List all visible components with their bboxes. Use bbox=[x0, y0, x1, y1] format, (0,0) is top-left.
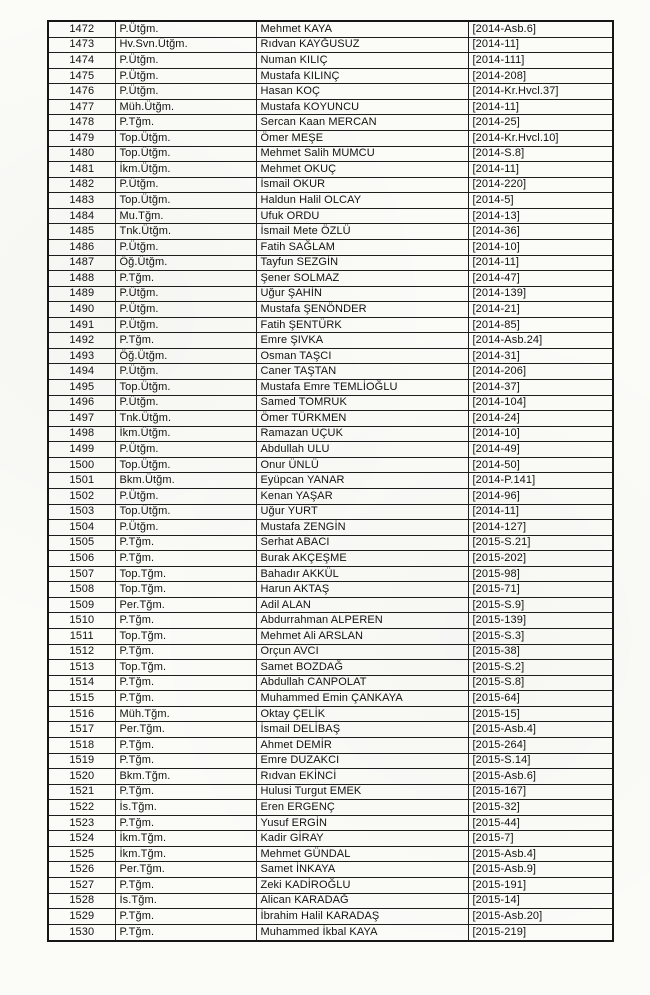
table-row bbox=[48, 737, 613, 753]
table-row bbox=[48, 333, 613, 349]
cell-code: [2014-10] bbox=[468, 239, 613, 255]
cell-name: Mustafa Emre TEMLİOĞLU bbox=[256, 380, 468, 396]
table-row bbox=[48, 131, 613, 147]
cell-rank: Top.Tğm. bbox=[115, 582, 256, 598]
cell-number: 1485 bbox=[48, 224, 115, 240]
cell-rank: Per.Tğm. bbox=[115, 597, 256, 613]
cell-rank: P.Ütğm. bbox=[115, 53, 256, 69]
cell-number: 1529 bbox=[48, 909, 115, 925]
cell-name: Tayfun SEZGİN bbox=[256, 255, 468, 271]
cell-rank: P.Tğm. bbox=[115, 675, 256, 691]
cell-name: Kadir GİRAY bbox=[256, 831, 468, 847]
cell-number: 1476 bbox=[48, 84, 115, 100]
table-row bbox=[48, 177, 613, 193]
table-row bbox=[48, 380, 613, 396]
cell-rank: P.Tğm. bbox=[115, 271, 256, 287]
table-row bbox=[48, 831, 613, 847]
cell-number: 1494 bbox=[48, 364, 115, 380]
table-row bbox=[48, 504, 613, 520]
cell-name: Mustafa KOYUNCU bbox=[256, 99, 468, 115]
table-row bbox=[48, 924, 613, 941]
cell-rank: P.Ütğm. bbox=[115, 84, 256, 100]
table-row bbox=[48, 815, 613, 831]
cell-rank: P.Tğm. bbox=[115, 784, 256, 800]
cell-rank: P.Tğm. bbox=[115, 333, 256, 349]
cell-rank: İkm.Ütğm. bbox=[115, 162, 256, 178]
table-row bbox=[48, 473, 613, 489]
cell-rank: P.Tğm. bbox=[115, 691, 256, 707]
cell-name: Mehmet Salih MUMCU bbox=[256, 146, 468, 162]
cell-code: [2015-S.21] bbox=[468, 535, 613, 551]
cell-code: [2015-202] bbox=[468, 551, 613, 567]
cell-number: 1503 bbox=[48, 504, 115, 520]
cell-name: Samed TOMRUK bbox=[256, 395, 468, 411]
table-row bbox=[48, 893, 613, 909]
cell-number: 1497 bbox=[48, 411, 115, 427]
table-row bbox=[48, 551, 613, 567]
cell-code: [2014-11] bbox=[468, 37, 613, 53]
table-row bbox=[48, 21, 613, 37]
cell-name: Eyüpcan YANAR bbox=[256, 473, 468, 489]
cell-number: 1527 bbox=[48, 878, 115, 894]
cell-rank: Top.Ütğm. bbox=[115, 504, 256, 520]
cell-rank: P.Ütğm. bbox=[115, 177, 256, 193]
table-row bbox=[48, 488, 613, 504]
table-row bbox=[48, 193, 613, 209]
cell-code: [2015-7] bbox=[468, 831, 613, 847]
cell-rank: P.Ütğm. bbox=[115, 302, 256, 318]
cell-code: [2014-25] bbox=[468, 115, 613, 131]
cell-code: [2014-11] bbox=[468, 162, 613, 178]
cell-name: Samet İNKAYA bbox=[256, 862, 468, 878]
cell-number: 1498 bbox=[48, 426, 115, 442]
cell-code: [2015-191] bbox=[468, 878, 613, 894]
cell-rank: İs.Tğm. bbox=[115, 893, 256, 909]
table-row bbox=[48, 769, 613, 785]
cell-code: [2015-Asb.4] bbox=[468, 846, 613, 862]
table-row bbox=[48, 675, 613, 691]
table-row bbox=[48, 457, 613, 473]
cell-code: [2014-P.141] bbox=[468, 473, 613, 489]
cell-name: Rıdvan KAYĞUSUZ bbox=[256, 37, 468, 53]
cell-number: 1516 bbox=[48, 706, 115, 722]
cell-code: [2014-104] bbox=[468, 395, 613, 411]
cell-rank: P.Tğm. bbox=[115, 644, 256, 660]
table-row bbox=[48, 37, 613, 53]
cell-rank: Top.Tğm. bbox=[115, 660, 256, 676]
table-row bbox=[48, 862, 613, 878]
cell-rank: P.Tğm. bbox=[115, 613, 256, 629]
cell-number: 1487 bbox=[48, 255, 115, 271]
cell-number: 1492 bbox=[48, 333, 115, 349]
cell-number: 1473 bbox=[48, 37, 115, 53]
cell-number: 1481 bbox=[48, 162, 115, 178]
table-row bbox=[48, 146, 613, 162]
table-row bbox=[48, 115, 613, 131]
table-row bbox=[48, 286, 613, 302]
cell-name: Orçun AVCI bbox=[256, 644, 468, 660]
cell-rank: P.Ütğm. bbox=[115, 21, 256, 37]
cell-code: [2014-10] bbox=[468, 426, 613, 442]
cell-number: 1489 bbox=[48, 286, 115, 302]
cell-number: 1512 bbox=[48, 644, 115, 660]
cell-number: 1495 bbox=[48, 380, 115, 396]
cell-code: [2015-64] bbox=[468, 691, 613, 707]
cell-code: [2014-13] bbox=[468, 208, 613, 224]
cell-code: [2014-24] bbox=[468, 411, 613, 427]
table-row bbox=[48, 520, 613, 536]
cell-name: İbrahim Halil KARADAŞ bbox=[256, 909, 468, 925]
cell-rank: İs.Tğm. bbox=[115, 800, 256, 816]
cell-number: 1508 bbox=[48, 582, 115, 598]
cell-rank: P.Ütğm. bbox=[115, 395, 256, 411]
cell-name: Muhammed İkbal KAYA bbox=[256, 924, 468, 941]
cell-code: [2014-Kr.Hvcl.10] bbox=[468, 131, 613, 147]
cell-code: [2014-11] bbox=[468, 99, 613, 115]
cell-code: [2015-14] bbox=[468, 893, 613, 909]
cell-rank: P.Tğm. bbox=[115, 115, 256, 131]
table-row bbox=[48, 706, 613, 722]
cell-name: İsmail Mete ÖZLÜ bbox=[256, 224, 468, 240]
table-row bbox=[48, 753, 613, 769]
cell-name: Mehmet GÜNDAL bbox=[256, 846, 468, 862]
cell-name: Uğur ŞAHİN bbox=[256, 286, 468, 302]
table-row bbox=[48, 784, 613, 800]
table-row bbox=[48, 800, 613, 816]
cell-name: Uğur YURT bbox=[256, 504, 468, 520]
cell-code: [2015-38] bbox=[468, 644, 613, 660]
cell-rank: P.Tğm. bbox=[115, 909, 256, 925]
cell-number: 1496 bbox=[48, 395, 115, 411]
cell-name: Bahadır AKKÜL bbox=[256, 566, 468, 582]
cell-code: [2015-Asb.4] bbox=[468, 722, 613, 738]
cell-number: 1483 bbox=[48, 193, 115, 209]
cell-number: 1522 bbox=[48, 800, 115, 816]
table-row bbox=[48, 317, 613, 333]
cell-number: 1505 bbox=[48, 535, 115, 551]
cell-rank: P.Tğm. bbox=[115, 924, 256, 941]
table-row bbox=[48, 99, 613, 115]
cell-code: [2015-167] bbox=[468, 784, 613, 800]
cell-number: 1499 bbox=[48, 442, 115, 458]
cell-name: Mehmet OKUÇ bbox=[256, 162, 468, 178]
table-row bbox=[48, 395, 613, 411]
cell-code: [2015-264] bbox=[468, 737, 613, 753]
cell-code: [2015-S.3] bbox=[468, 629, 613, 645]
cell-name: Emre DUZAKCI bbox=[256, 753, 468, 769]
cell-number: 1526 bbox=[48, 862, 115, 878]
cell-rank: P.Ütğm. bbox=[115, 286, 256, 302]
cell-rank: Öğ.Ütğm. bbox=[115, 255, 256, 271]
cell-code: [2014-S.8] bbox=[468, 146, 613, 162]
table-row bbox=[48, 691, 613, 707]
cell-number: 1488 bbox=[48, 271, 115, 287]
cell-rank: Müh.Tğm. bbox=[115, 706, 256, 722]
table-row bbox=[48, 878, 613, 894]
cell-code: [2014-5] bbox=[468, 193, 613, 209]
cell-number: 1479 bbox=[48, 131, 115, 147]
table-row bbox=[48, 660, 613, 676]
cell-number: 1472 bbox=[48, 21, 115, 37]
cell-name: Ahmet DEMİR bbox=[256, 737, 468, 753]
cell-code: [2014-127] bbox=[468, 520, 613, 536]
cell-name: Zeki KADİROĞLU bbox=[256, 878, 468, 894]
cell-name: Emre ŞIVKA bbox=[256, 333, 468, 349]
cell-name: Numan KILIÇ bbox=[256, 53, 468, 69]
cell-rank: İkm.Ütğm. bbox=[115, 426, 256, 442]
cell-number: 1520 bbox=[48, 769, 115, 785]
cell-rank: Per.Tğm. bbox=[115, 862, 256, 878]
cell-rank: P.Ütğm. bbox=[115, 317, 256, 333]
cell-number: 1506 bbox=[48, 551, 115, 567]
cell-number: 1513 bbox=[48, 660, 115, 676]
cell-name: Mustafa ZENGİN bbox=[256, 520, 468, 536]
cell-code: [2014-50] bbox=[468, 457, 613, 473]
cell-rank: Per.Tğm. bbox=[115, 722, 256, 738]
cell-code: [2014-47] bbox=[468, 271, 613, 287]
cell-rank: P.Tğm. bbox=[115, 878, 256, 894]
cell-rank: Top.Ütğm. bbox=[115, 380, 256, 396]
cell-number: 1477 bbox=[48, 99, 115, 115]
table-row bbox=[48, 909, 613, 925]
cell-name: Abdullah ULU bbox=[256, 442, 468, 458]
cell-number: 1490 bbox=[48, 302, 115, 318]
personnel-table-body bbox=[48, 21, 613, 941]
cell-name: Serhat ABACI bbox=[256, 535, 468, 551]
cell-name: Hasan KOÇ bbox=[256, 84, 468, 100]
cell-number: 1518 bbox=[48, 737, 115, 753]
table-row bbox=[48, 566, 613, 582]
table-row bbox=[48, 597, 613, 613]
cell-number: 1482 bbox=[48, 177, 115, 193]
cell-number: 1484 bbox=[48, 208, 115, 224]
cell-name: Sercan Kaan MERCAN bbox=[256, 115, 468, 131]
cell-code: [2014-49] bbox=[468, 442, 613, 458]
cell-rank: P.Ütğm. bbox=[115, 364, 256, 380]
cell-rank: İkm.Tğm. bbox=[115, 831, 256, 847]
cell-name: Ömer MEŞE bbox=[256, 131, 468, 147]
cell-rank: Top.Ütğm. bbox=[115, 193, 256, 209]
cell-name: Onur ÜNLÜ bbox=[256, 457, 468, 473]
cell-rank: Tnk.Ütğm. bbox=[115, 224, 256, 240]
table-row bbox=[48, 271, 613, 287]
cell-name: Rıdvan EKİNCİ bbox=[256, 769, 468, 785]
cell-number: 1511 bbox=[48, 629, 115, 645]
cell-name: Haldun Halil OLCAY bbox=[256, 193, 468, 209]
cell-name: Ramazan UÇUK bbox=[256, 426, 468, 442]
table-row bbox=[48, 224, 613, 240]
cell-code: [2014-21] bbox=[468, 302, 613, 318]
table-row bbox=[48, 84, 613, 100]
cell-code: [2014-Asb.24] bbox=[468, 333, 613, 349]
cell-rank: P.Ütğm. bbox=[115, 488, 256, 504]
table-row bbox=[48, 644, 613, 660]
cell-number: 1507 bbox=[48, 566, 115, 582]
cell-number: 1515 bbox=[48, 691, 115, 707]
table-row bbox=[48, 364, 613, 380]
cell-code: [2015-S.8] bbox=[468, 675, 613, 691]
cell-rank: P.Ütğm. bbox=[115, 68, 256, 84]
table-row bbox=[48, 442, 613, 458]
cell-name: Fatih SAĞLAM bbox=[256, 239, 468, 255]
cell-rank: P.Tğm. bbox=[115, 551, 256, 567]
cell-rank: P.Tğm. bbox=[115, 753, 256, 769]
cell-name: Caner TAŞTAN bbox=[256, 364, 468, 380]
cell-code: [2014-139] bbox=[468, 286, 613, 302]
cell-code: [2015-71] bbox=[468, 582, 613, 598]
table-row bbox=[48, 348, 613, 364]
cell-name: Mehmet KAYA bbox=[256, 21, 468, 37]
cell-name: Muhammed Emin ÇANKAYA bbox=[256, 691, 468, 707]
cell-code: [2015-Asb.20] bbox=[468, 909, 613, 925]
cell-rank: P.Ütğm. bbox=[115, 442, 256, 458]
cell-name: Abdurrahman ALPEREN bbox=[256, 613, 468, 629]
cell-rank: Tnk.Ütğm. bbox=[115, 411, 256, 427]
cell-code: [2014-208] bbox=[468, 68, 613, 84]
cell-number: 1509 bbox=[48, 597, 115, 613]
table-row bbox=[48, 255, 613, 271]
cell-rank: Öğ.Ütğm. bbox=[115, 348, 256, 364]
cell-number: 1478 bbox=[48, 115, 115, 131]
cell-code: [2014-111] bbox=[468, 53, 613, 69]
table-row bbox=[48, 629, 613, 645]
cell-name: Adil ALAN bbox=[256, 597, 468, 613]
cell-number: 1500 bbox=[48, 457, 115, 473]
table-row bbox=[48, 846, 613, 862]
table-row bbox=[48, 582, 613, 598]
cell-name: Eren ERGENÇ bbox=[256, 800, 468, 816]
cell-code: [2015-139] bbox=[468, 613, 613, 629]
cell-number: 1530 bbox=[48, 924, 115, 941]
cell-rank: Müh.Ütğm. bbox=[115, 99, 256, 115]
cell-rank: Top.Ütğm. bbox=[115, 146, 256, 162]
cell-code: [2015-S.14] bbox=[468, 753, 613, 769]
cell-rank: Mu.Tğm. bbox=[115, 208, 256, 224]
cell-number: 1519 bbox=[48, 753, 115, 769]
cell-rank: P.Ütğm. bbox=[115, 520, 256, 536]
cell-number: 1524 bbox=[48, 831, 115, 847]
cell-name: Harun AKTAŞ bbox=[256, 582, 468, 598]
cell-number: 1528 bbox=[48, 893, 115, 909]
cell-number: 1525 bbox=[48, 846, 115, 862]
cell-code: [2014-96] bbox=[468, 488, 613, 504]
cell-number: 1510 bbox=[48, 613, 115, 629]
cell-number: 1501 bbox=[48, 473, 115, 489]
cell-name: Oktay ÇELİK bbox=[256, 706, 468, 722]
cell-code: [2015-Asb.6] bbox=[468, 769, 613, 785]
table-row bbox=[48, 68, 613, 84]
cell-name: Alican KARADAĞ bbox=[256, 893, 468, 909]
table-row bbox=[48, 613, 613, 629]
cell-name: Ömer TÜRKMEN bbox=[256, 411, 468, 427]
cell-rank: P.Tğm. bbox=[115, 815, 256, 831]
cell-number: 1474 bbox=[48, 53, 115, 69]
table-row bbox=[48, 53, 613, 69]
cell-name: Yusuf ERGİN bbox=[256, 815, 468, 831]
table-row bbox=[48, 426, 613, 442]
cell-code: [2014-85] bbox=[468, 317, 613, 333]
cell-code: [2015-32] bbox=[468, 800, 613, 816]
cell-code: [2014-Kr.Hvcl.37] bbox=[468, 84, 613, 100]
cell-rank: Top.Tğm. bbox=[115, 566, 256, 582]
cell-number: 1514 bbox=[48, 675, 115, 691]
cell-number: 1480 bbox=[48, 146, 115, 162]
table-row bbox=[48, 162, 613, 178]
cell-name: Abdullah CANPOLAT bbox=[256, 675, 468, 691]
cell-name: Mehmet Ali ARSLAN bbox=[256, 629, 468, 645]
cell-code: [2015-44] bbox=[468, 815, 613, 831]
cell-rank: Top.Ütğm. bbox=[115, 131, 256, 147]
cell-name: Mustafa ŞENÖNDER bbox=[256, 302, 468, 318]
cell-code: [2014-220] bbox=[468, 177, 613, 193]
table-row bbox=[48, 722, 613, 738]
cell-name: Şener SOLMAZ bbox=[256, 271, 468, 287]
cell-code: [2014-11] bbox=[468, 255, 613, 271]
cell-number: 1491 bbox=[48, 317, 115, 333]
cell-name: Burak AKÇEŞME bbox=[256, 551, 468, 567]
cell-number: 1523 bbox=[48, 815, 115, 831]
cell-code: [2015-98] bbox=[468, 566, 613, 582]
cell-name: İsmail OKUR bbox=[256, 177, 468, 193]
cell-number: 1517 bbox=[48, 722, 115, 738]
cell-code: [2014-11] bbox=[468, 504, 613, 520]
table-row bbox=[48, 239, 613, 255]
table-row bbox=[48, 535, 613, 551]
cell-number: 1521 bbox=[48, 784, 115, 800]
cell-rank: Top.Ütğm. bbox=[115, 457, 256, 473]
cell-name: Samet BOZDAĞ bbox=[256, 660, 468, 676]
cell-code: [2015-15] bbox=[468, 706, 613, 722]
cell-rank: İkm.Tğm. bbox=[115, 846, 256, 862]
cell-name: Hulusi Turgut EMEK bbox=[256, 784, 468, 800]
cell-code: [2015-Asb.9] bbox=[468, 862, 613, 878]
cell-code: [2015-S.9] bbox=[468, 597, 613, 613]
cell-name: Ufuk ORDU bbox=[256, 208, 468, 224]
cell-code: [2015-219] bbox=[468, 924, 613, 941]
cell-name: Mustafa KILINÇ bbox=[256, 68, 468, 84]
table-row bbox=[48, 208, 613, 224]
cell-rank: P.Tğm. bbox=[115, 535, 256, 551]
cell-code: [2014-Asb.6] bbox=[468, 21, 613, 37]
table-row bbox=[48, 302, 613, 318]
cell-rank: Bkm.Ütğm. bbox=[115, 473, 256, 489]
cell-name: Kenan YAŞAR bbox=[256, 488, 468, 504]
personnel-table bbox=[47, 20, 614, 942]
cell-name: İsmail DELİBAŞ bbox=[256, 722, 468, 738]
cell-code: [2014-206] bbox=[468, 364, 613, 380]
cell-number: 1475 bbox=[48, 68, 115, 84]
cell-code: [2014-31] bbox=[468, 348, 613, 364]
cell-rank: P.Ütğm. bbox=[115, 239, 256, 255]
cell-code: [2014-37] bbox=[468, 380, 613, 396]
cell-number: 1504 bbox=[48, 520, 115, 536]
cell-name: Osman TAŞCI bbox=[256, 348, 468, 364]
cell-number: 1502 bbox=[48, 488, 115, 504]
cell-code: [2014-36] bbox=[468, 224, 613, 240]
cell-name: Fatih ŞENTÜRK bbox=[256, 317, 468, 333]
cell-rank: Hv.Svn.Ütğm. bbox=[115, 37, 256, 53]
cell-code: [2015-S.2] bbox=[468, 660, 613, 676]
cell-rank: P.Tğm. bbox=[115, 737, 256, 753]
cell-rank: Top.Tğm. bbox=[115, 629, 256, 645]
cell-rank: Bkm.Tğm. bbox=[115, 769, 256, 785]
cell-number: 1486 bbox=[48, 239, 115, 255]
table-row bbox=[48, 411, 613, 427]
cell-number: 1493 bbox=[48, 348, 115, 364]
